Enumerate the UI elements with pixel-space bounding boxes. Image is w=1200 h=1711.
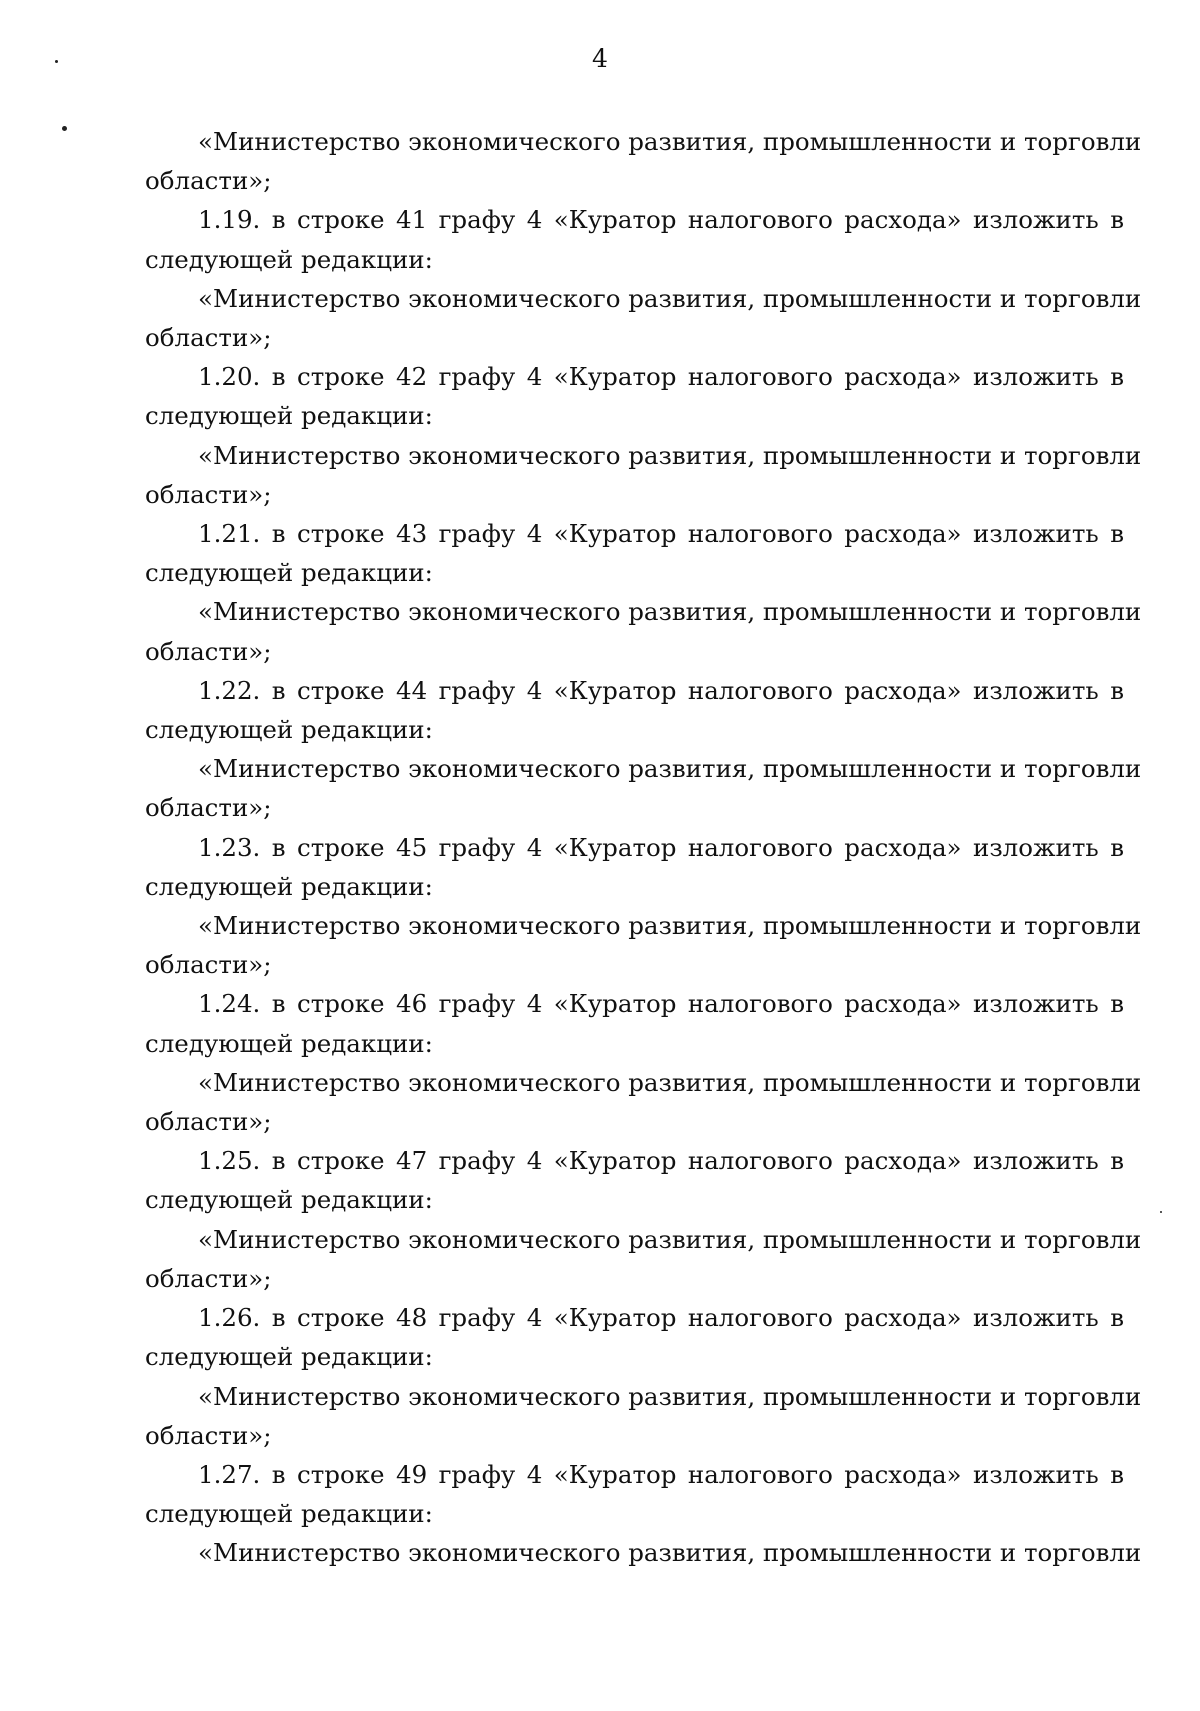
paragraph-line: «Министерство экономического развития, промышленности и торговли [198,440,1142,470]
page-number: 4 [592,44,608,73]
paragraph-line: 1.20. в строке 42 графу 4 «Куратор налогового расхода» изложить в [198,362,1124,392]
continuation-line: области»; [145,950,272,980]
paragraph-line: 1.24. в строке 46 графу 4 «Куратор налогового расхода» изложить в [198,989,1124,1019]
paragraph-line: «Министерство экономического развития, промышленности и торговли [198,1381,1142,1411]
paragraph-line: 1.22. в строке 44 графу 4 «Куратор налогового расхода» изложить в [198,675,1124,705]
continuation-line: следующей редакции: [145,244,433,274]
continuation-line: следующей редакции: [145,1342,433,1372]
paragraph-line: 1.25. в строке 47 графу 4 «Куратор налогового расхода» изложить в [198,1146,1124,1176]
paragraph-line: 1.26. в строке 48 графу 4 «Куратор налогового расхода» изложить в [198,1303,1124,1333]
continuation-line: области»; [145,1420,272,1450]
paragraph-line: 1.23. в строке 45 графу 4 «Куратор налогового расхода» изложить в [198,832,1124,862]
paragraph-line: «Министерство экономического развития, промышленности и торговли [198,283,1142,313]
paragraph-line: 1.21. в строке 43 графу 4 «Куратор налогового расхода» изложить в [198,519,1124,549]
continuation-line: области»; [145,1107,272,1137]
paragraph-line: «Министерство экономического развития, промышленности и торговли [198,1067,1142,1097]
continuation-line: области»; [145,166,272,196]
paragraph-line: «Министерство экономического развития, промышленности и торговли [198,1538,1142,1568]
scan-speck [62,126,67,131]
paragraph-line: 1.27. в строке 49 графу 4 «Куратор налогового расхода» изложить в [198,1459,1124,1489]
paragraph-line: «Министерство экономического развития, промышленности и торговли [198,127,1142,156]
continuation-line: следующей редакции: [145,1028,433,1058]
continuation-line: следующей редакции: [145,1185,433,1215]
paragraph-line: «Министерство экономического развития, промышленности и торговли [198,911,1142,941]
continuation-line: следующей редакции: [145,715,433,745]
paragraph-line: 1.19. в строке 41 графу 4 «Куратор налогового расхода» изложить в [198,205,1124,235]
continuation-line: области»; [145,793,272,823]
paragraph-line: «Министерство экономического развития, промышленности и торговли [198,754,1142,784]
paragraph-line: «Министерство экономического развития, промышленности и торговли [198,1224,1142,1254]
continuation-line: области»; [145,479,272,509]
continuation-line: следующей редакции: [145,871,433,901]
scan-speck [55,60,58,63]
paragraph-line: «Министерство экономического развития, промышленности и торговли [198,597,1142,627]
continuation-line: следующей редакции: [145,1499,433,1529]
continuation-line: области»; [145,1263,272,1293]
document-body [145,122,1142,1573]
continuation-line: следующей редакции: [145,558,433,588]
continuation-line: следующей редакции: [145,401,433,431]
scan-speck [1160,1211,1162,1213]
continuation-line: области»; [145,636,272,666]
continuation-line: области»; [145,323,272,353]
